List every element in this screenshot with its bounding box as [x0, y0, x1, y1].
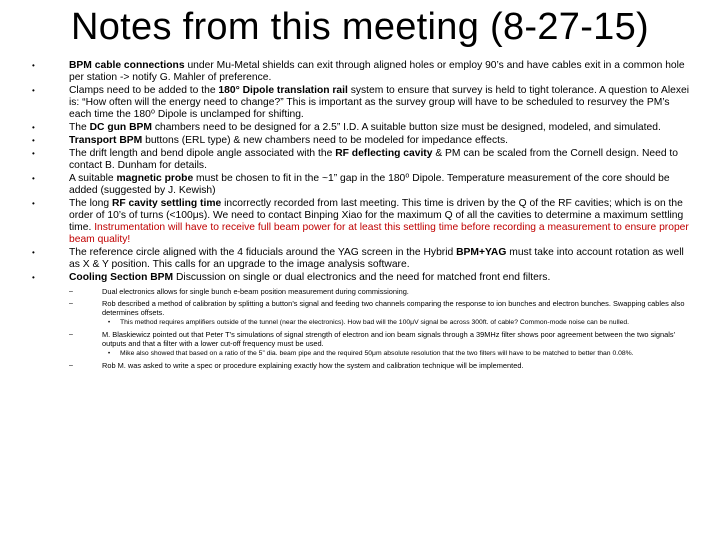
bold-keyword: DC gun BPM [89, 122, 152, 133]
note-item [32, 148, 692, 172]
sub-note-item [69, 330, 692, 358]
text-run: system to ensure that survey is held to tight tolerance. A question to Alexei is: “How often will the energy need to change?” This is important as the survey group will have to be scheduled to resurvey the PM’s each time the 180⁰ Dipole is unclamped for shifting. [69, 85, 689, 120]
sub-note-list [69, 287, 692, 370]
note-item [32, 60, 692, 84]
slide-title: Notes from this meeting (8-27-15) [70, 6, 649, 48]
dash-glyph: – [69, 300, 73, 307]
bold-keyword: 180° Dipole translation rail [218, 85, 348, 96]
note-text [69, 173, 670, 196]
note-text [69, 60, 685, 83]
note-text [69, 247, 684, 270]
detail-text: Mike also showed that based on a ratio of the 5” dia. beam pipe and the required 50μm absolute resolution that the two filters will have to be matched to better than 0.08%. [120, 350, 634, 357]
text-run: incorrectly recorded from last meeting. This time is driven by the Q of the RF cavities; which is on the order of 10’s of turns (<100μs). We need to contact Binping Xiao for the maximum Q of all the cavities to determine a maximum settling time. [69, 198, 684, 233]
sub-note-text: M. Blaskiewicz pointed out that Peter T’s simulations of signal strength of electron and ion beam signals through a 39MHz filter shows poor agreement between the two signals’ outputs and that a filter with a lower cut-off frequency must be used. [102, 330, 675, 348]
text-run: chambers need to be designed for a 2.5” I.D. A suitable button size must be designed, modeled, and simulated. [151, 122, 661, 133]
bullet-glyph: • [32, 248, 35, 257]
text-run: Discussion on single or dual electronics and the need for matched front end filters. [173, 272, 551, 283]
note-item [32, 198, 692, 246]
note-text [69, 135, 508, 146]
meeting-notes-list [32, 60, 692, 373]
bold-keyword: magnetic probe [116, 173, 194, 184]
note-item [32, 173, 692, 197]
bullet-glyph: • [108, 351, 111, 357]
sub-note-item [69, 361, 692, 370]
bullet-glyph: • [108, 320, 111, 326]
text-run: Clamps need to be added to the [69, 85, 219, 96]
note-text [69, 198, 689, 245]
dash-glyph: – [69, 288, 73, 295]
text-run: The reference circle aligned with the 4 fiducials around the YAG screen in the Hybrid [69, 247, 457, 258]
note-text [69, 85, 689, 120]
bullet-glyph: • [32, 123, 35, 132]
text-run: A suitable [69, 173, 117, 184]
sub-note-item [69, 287, 692, 296]
note-text [69, 148, 678, 171]
text-run: & PM can be scaled from the Cornell design. Need to contact B. Dunham for details. [69, 148, 679, 171]
bold-keyword: Transport BPM [69, 135, 143, 146]
note-item [32, 247, 692, 271]
text-run: must take into account rotation as well as X & Y position. This calls for an upgrade to the image analysis software. [69, 247, 684, 270]
text-run: The drift length and bend dipole angle associated with the [69, 148, 336, 159]
detail-list [102, 319, 692, 327]
detail-text: This method requires amplifiers outside of the tunnel (near the electronics). How bad will the 100μV signal be across 300ft. of cable? Common-mode noise can be nulled. [120, 319, 630, 326]
text-run: buttons (ERL type) & new chambers need to be modeled for impedance effects. [142, 135, 508, 146]
text-run: The long [69, 198, 112, 209]
detail-list [102, 350, 692, 358]
bullet-glyph: • [32, 199, 35, 208]
bold-keyword: Cooling Section BPM [69, 272, 174, 283]
bullet-glyph: • [32, 149, 35, 158]
sub-note-text: Rob M. was asked to write a spec or procedure explaining exactly how the system and calibration technique will be implemented. [102, 361, 524, 370]
note-text [69, 122, 661, 133]
bullet-glyph: • [32, 136, 35, 145]
text-run: The [69, 122, 90, 133]
note-item [32, 85, 692, 121]
note-text [69, 272, 550, 283]
detail-item [102, 319, 692, 327]
dash-glyph: – [69, 362, 73, 369]
sub-note-text: Rob described a method of calibration by splitting a button’s signal and feeding two channels comparing the response to ion bunches and electron bunches. Swapping cables also determines offsets. [102, 299, 685, 317]
bold-keyword: RF deflecting cavity [335, 148, 433, 159]
warning-text: Instrumentation will have to receive full beam power for at least this settling time before recording a measurement to ensure proper beam quality! [69, 222, 689, 245]
bold-keyword: RF cavity settling time [111, 198, 222, 209]
bullet-glyph: • [32, 86, 35, 95]
bullet-glyph: • [32, 61, 35, 70]
bullet-glyph: • [32, 273, 35, 282]
note-item [32, 135, 692, 147]
sub-note-item [69, 299, 692, 327]
sub-note-text: Dual electronics allows for single bunch e-beam position measurement during commissioning. [102, 287, 409, 296]
text-run: must be chosen to fit in the ~1” gap in the 180⁰ Dipole. Temperature measurement of the core should be added (suggested by J. Kewish) [69, 173, 670, 196]
bullet-glyph: • [32, 174, 35, 183]
bold-keyword: BPM+YAG [456, 247, 507, 258]
note-item [32, 272, 692, 370]
dash-glyph: – [69, 331, 73, 338]
note-item [32, 122, 692, 134]
detail-item [102, 350, 692, 358]
bold-keyword: BPM cable connections [69, 60, 185, 71]
text-run: under Mu-Metal shields can exit through aligned holes or employ 90’s and have cables exit in a common hole per station -> notify G. Mahler of preference. [69, 60, 685, 83]
